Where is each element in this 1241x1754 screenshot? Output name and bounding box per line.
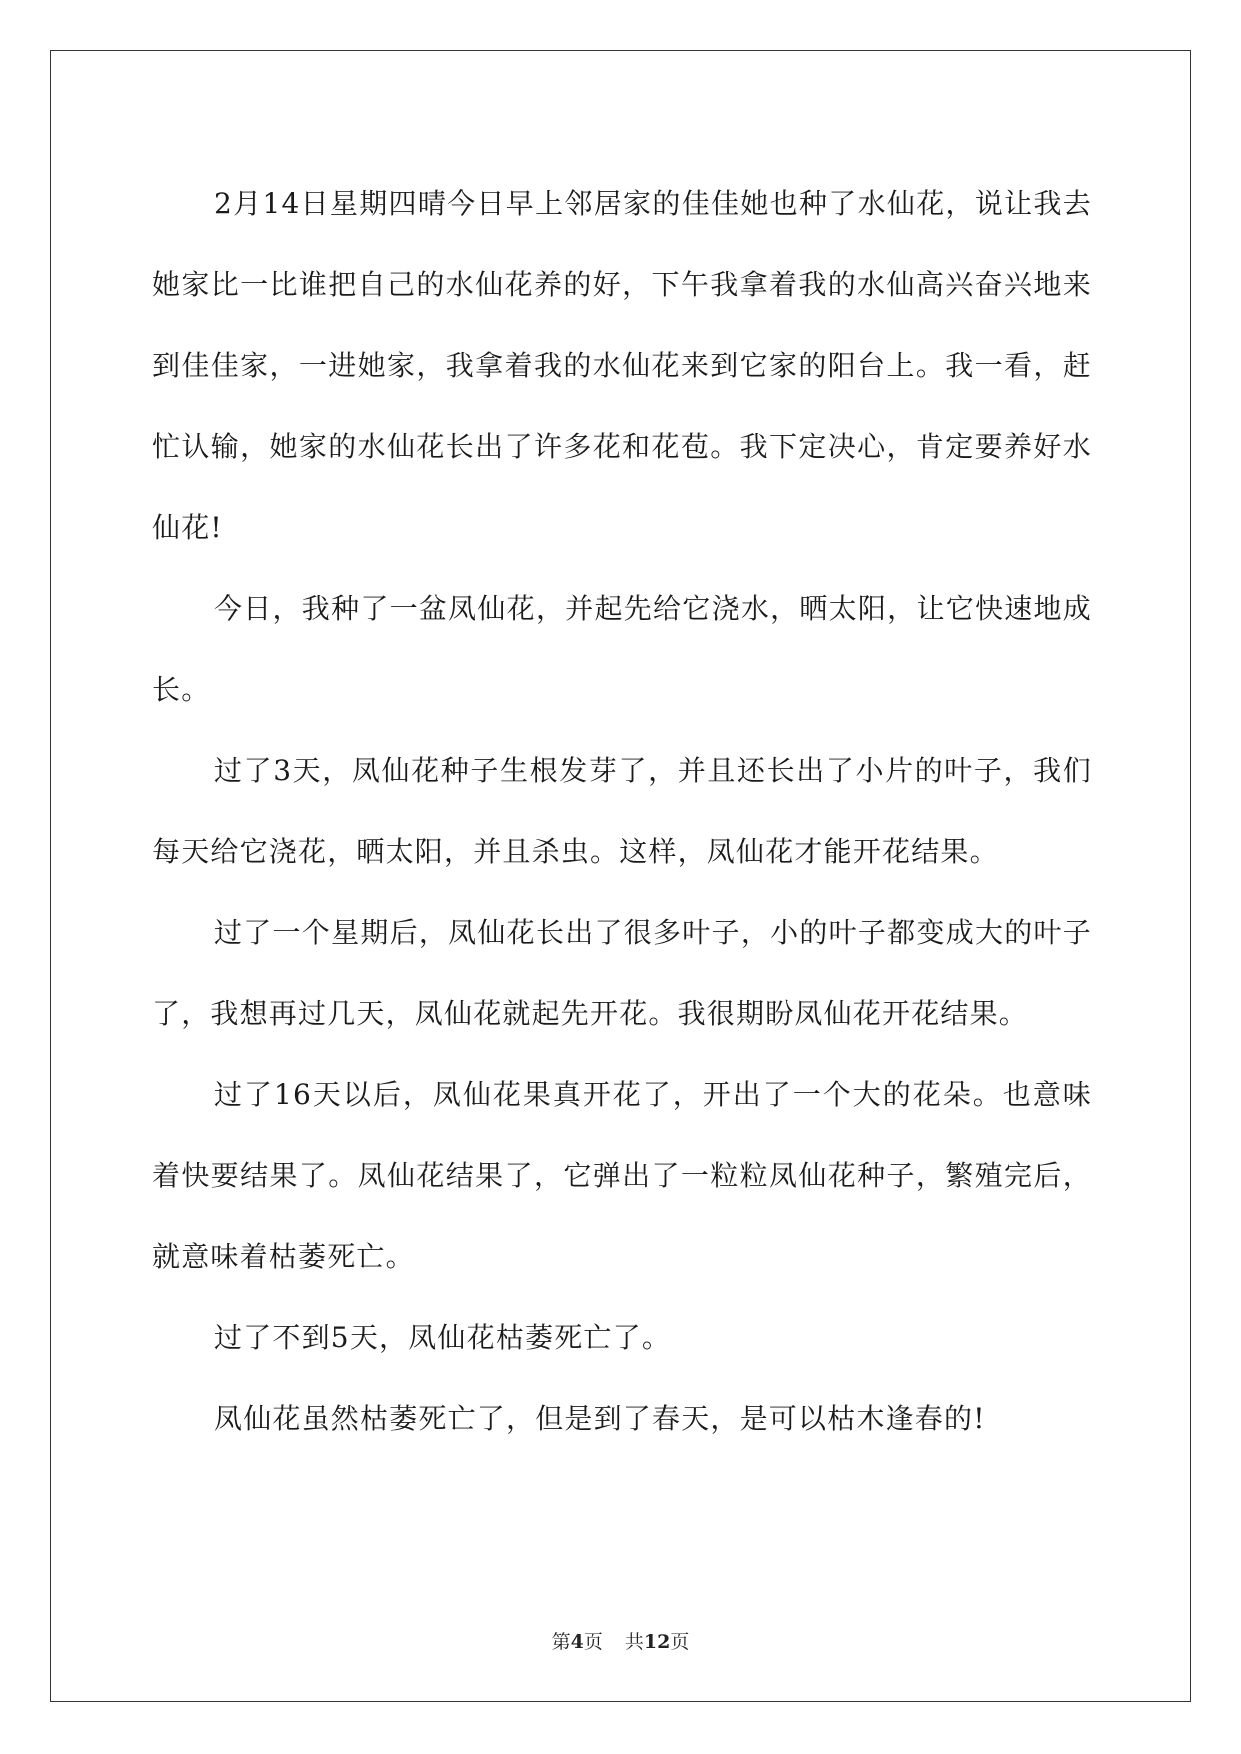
paragraph-2: 今日，我种了一盆凤仙花，并起先给它浇水，晒太阳，让它快速地成长。 bbox=[152, 592, 1092, 706]
paragraph-3: 过了3天，凤仙花种子生根发芽了，并且还长出了小片的叶子，我们每天给它浇花，晒太阳，并且杀虫。这样，凤仙花才能开花结果。 bbox=[152, 754, 1092, 868]
page-total: 12 bbox=[643, 1631, 671, 1653]
paragraph-7: 凤仙花虽然枯萎死亡了，但是到了春天，是可以枯木逢春的! bbox=[214, 1402, 986, 1435]
page-footer bbox=[0, 1627, 1241, 1654]
paragraph-4: 过了一个星期后，凤仙花长出了很多叶子，小的叶子都变成大的叶子了，我想再过几天，凤仙花就起先开花。我很期盼凤仙花开花结果。 bbox=[152, 916, 1092, 1030]
paragraph-1: 2月14日星期四晴今日早上邻居家的佳佳她也种了水仙花，说让我去她家比一比谁把自己的水仙花养的好，下午我拿着我的水仙高兴奋兴地来到佳佳家，一进她家，我拿着我的水仙花来到它家的阳台上。我一看，赶忙认输，她家的水仙花长出了许多花和花苞。我下定决心，肯定要养好水仙花! bbox=[152, 187, 1092, 544]
page-total-prefix: 共 bbox=[624, 1631, 644, 1653]
document-body bbox=[152, 163, 1092, 1459]
paragraph-5: 过了16天以后，凤仙花果真开花了，开出了一个大的花朵。也意味着快要结果了。凤仙花结果了，它弹出了一粒粒凤仙花种子，繁殖完后，就意味着枯萎死亡。 bbox=[152, 1078, 1092, 1273]
page-total-suffix: 页 bbox=[670, 1631, 690, 1653]
page-number-current: 4 bbox=[570, 1631, 584, 1653]
page-number-prefix: 第 bbox=[551, 1631, 571, 1653]
paragraph-6: 过了不到5天，凤仙花枯萎死亡了。 bbox=[214, 1321, 672, 1354]
page-number-suffix: 页 bbox=[583, 1631, 603, 1653]
